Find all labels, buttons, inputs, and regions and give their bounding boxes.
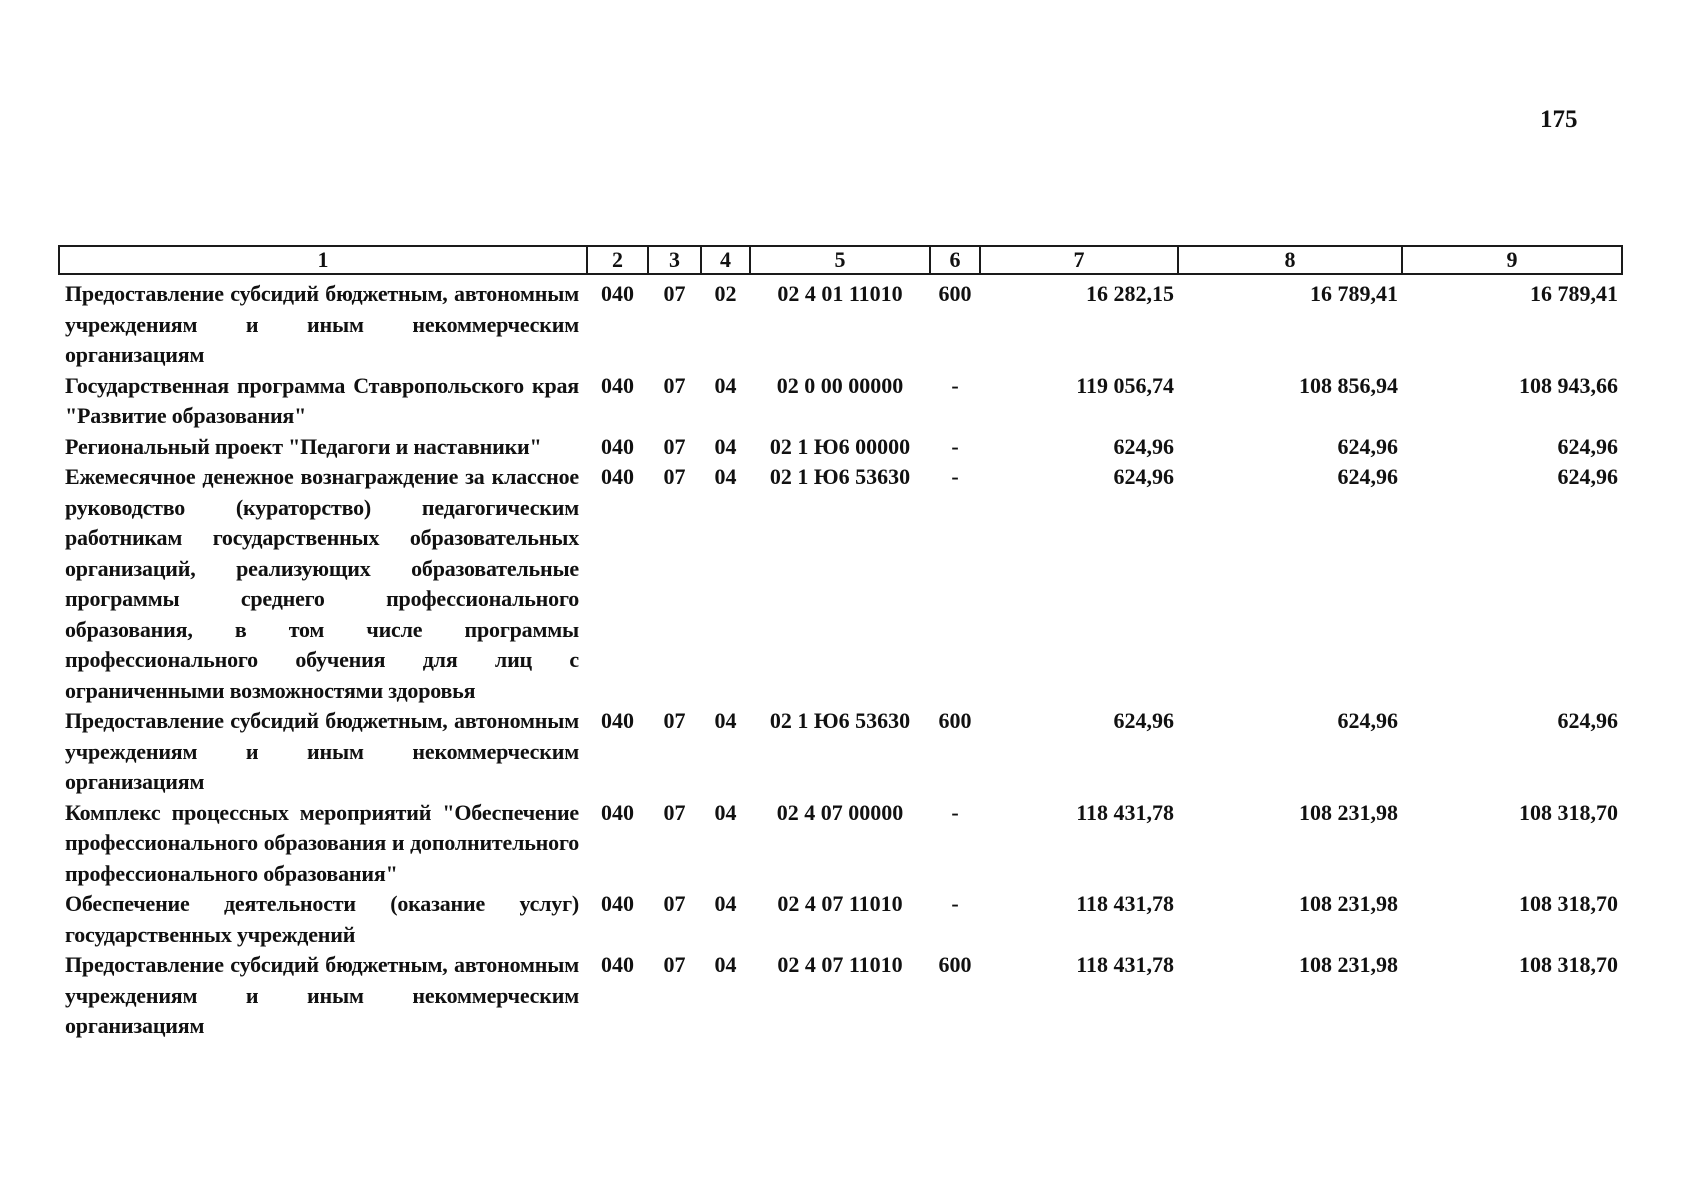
- cell-target-article: 02 4 01 11010: [777, 281, 903, 306]
- cell-target-article: 02 1 Ю6 53630: [769, 464, 911, 489]
- cell-expense-type: 600: [938, 952, 972, 977]
- budget-table: [58, 245, 1623, 1042]
- row-name: Региональный проект "Педагоги и наставники": [65, 433, 542, 459]
- cell-value-7: 624,96: [1113, 464, 1174, 489]
- table-header: [59, 246, 1622, 274]
- cell-value-8: 624,96: [1337, 433, 1398, 459]
- cell-value-8: 108 231,98: [1299, 952, 1398, 977]
- cell-target-article: 02 1 Ю6 00000: [769, 433, 911, 459]
- cell-subsection: 04: [714, 372, 737, 398]
- cell-ministry: 040: [601, 281, 634, 306]
- column-header-9: 9: [1402, 246, 1622, 274]
- cell-section: 07: [663, 464, 686, 489]
- cell-target-article: 02 1 Ю6 53630: [769, 708, 911, 733]
- column-header-3: 3: [648, 246, 701, 274]
- cell-value-9: 624,96: [1557, 464, 1618, 489]
- cell-section: 07: [663, 372, 686, 398]
- table-row: [59, 950, 1622, 1042]
- cell-value-9: 108 318,70: [1519, 891, 1618, 916]
- cell-ministry: 040: [601, 433, 634, 459]
- cell-value-7: 118 431,78: [1076, 799, 1174, 825]
- cell-subsection: 04: [714, 891, 737, 916]
- table-row: [59, 274, 1622, 371]
- table-row: [59, 432, 1622, 463]
- cell-value-7: 624,96: [1113, 433, 1174, 459]
- header-row: [59, 246, 1622, 274]
- page-number: 175: [1540, 106, 1578, 133]
- column-header-5: 5: [750, 246, 930, 274]
- column-header-4: 4: [701, 246, 750, 274]
- row-name: Предоставление субсидий бюджетным, автономным учреждениям и иным некоммерческим организациям: [65, 708, 579, 794]
- cell-expense-type: -: [951, 891, 959, 916]
- row-name: Государственная программа Ставропольского края "Развитие образования": [65, 372, 579, 428]
- cell-ministry: 040: [601, 708, 634, 733]
- cell-value-7: 624,96: [1113, 708, 1174, 733]
- row-name: Обеспечение деятельности (оказание услуг) государственных учреждений: [65, 891, 579, 947]
- cell-subsection: 02: [714, 281, 737, 306]
- row-name: Ежемесячное денежное вознаграждение за классное руководство (кураторство) педагогическим работникам государственных образовательных организаций, реализующих образовательные программы среднего профессионального образования, в том числе программы профессионального обучения для лиц с ограниченными возможностями здоровья: [65, 464, 579, 703]
- table-row: [59, 798, 1622, 890]
- cell-value-8: 624,96: [1337, 708, 1398, 733]
- column-header-1: 1: [59, 246, 587, 274]
- column-header-2: 2: [587, 246, 648, 274]
- cell-value-9: 624,96: [1557, 708, 1618, 733]
- cell-subsection: 04: [714, 952, 737, 977]
- cell-target-article: 02 0 00 00000: [776, 372, 904, 398]
- cell-target-article: 02 4 07 00000: [776, 799, 904, 825]
- cell-ministry: 040: [601, 464, 634, 489]
- cell-expense-type: -: [951, 799, 959, 825]
- cell-ministry: 040: [601, 372, 634, 398]
- table-row: [59, 706, 1622, 798]
- cell-value-9: 108 943,66: [1519, 372, 1618, 398]
- cell-expense-type: -: [951, 464, 959, 489]
- column-header-8: 8: [1178, 246, 1402, 274]
- cell-value-9: 624,96: [1557, 433, 1618, 459]
- cell-target-article: 02 4 07 11010: [777, 891, 903, 916]
- cell-value-7: 118 431,78: [1076, 891, 1174, 916]
- cell-value-7: 16 282,15: [1086, 281, 1174, 306]
- table-row: [59, 462, 1622, 706]
- column-header-7: 7: [980, 246, 1178, 274]
- cell-value-9: 108 318,70: [1519, 952, 1618, 977]
- cell-section: 07: [663, 891, 686, 916]
- cell-value-8: 624,96: [1337, 464, 1398, 489]
- cell-ministry: 040: [601, 891, 634, 916]
- cell-expense-type: 600: [938, 281, 972, 306]
- cell-value-8: 16 789,41: [1310, 281, 1398, 306]
- cell-subsection: 04: [714, 433, 737, 459]
- cell-section: 07: [663, 952, 686, 977]
- cell-subsection: 04: [714, 464, 737, 489]
- cell-subsection: 04: [714, 708, 737, 733]
- cell-expense-type: -: [951, 433, 959, 459]
- row-name: Комплекс процессных мероприятий "Обеспечение профессионального образования и дополнительного профессионального образования": [65, 799, 579, 886]
- cell-section: 07: [663, 281, 686, 306]
- row-name: Предоставление субсидий бюджетным, автономным учреждениям и иным некоммерческим организациям: [65, 952, 579, 1038]
- cell-value-8: 108 231,98: [1299, 891, 1398, 916]
- row-name: Предоставление субсидий бюджетным, автономным учреждениям и иным некоммерческим организациям: [65, 281, 579, 367]
- cell-value-7: 118 431,78: [1076, 952, 1174, 977]
- cell-ministry: 040: [601, 799, 634, 825]
- cell-section: 07: [663, 708, 686, 733]
- cell-value-8: 108 856,94: [1299, 372, 1398, 398]
- cell-expense-type: -: [951, 372, 959, 398]
- table-row: [59, 371, 1622, 432]
- cell-value-9: 16 789,41: [1530, 281, 1618, 306]
- cell-section: 07: [663, 799, 686, 825]
- cell-value-8: 108 231,98: [1299, 799, 1398, 825]
- column-header-6: 6: [930, 246, 980, 274]
- cell-value-7: 119 056,74: [1076, 372, 1174, 398]
- cell-subsection: 04: [714, 799, 737, 825]
- cell-section: 07: [663, 433, 686, 459]
- cell-ministry: 040: [601, 952, 634, 977]
- cell-value-9: 108 318,70: [1519, 799, 1618, 825]
- cell-expense-type: 600: [938, 708, 972, 733]
- cell-target-article: 02 4 07 11010: [777, 952, 903, 977]
- table-body: [59, 274, 1622, 1042]
- table-row: [59, 889, 1622, 950]
